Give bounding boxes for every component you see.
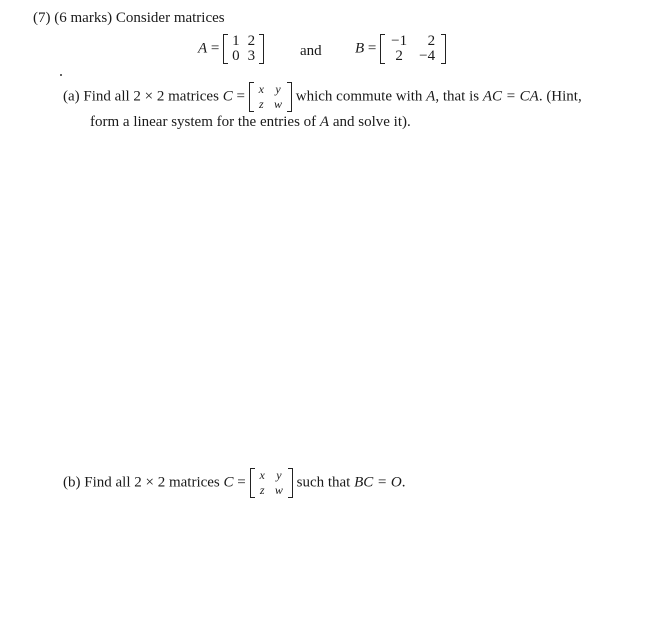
matrix-b-cell: 2 [395, 48, 403, 64]
equals-sign: = [237, 474, 246, 491]
matrix-c-label: C [222, 88, 233, 105]
var-a: A [319, 114, 330, 130]
matrix-a-cell: 1 [232, 33, 240, 49]
part-b-text: Find all 2 × 2 matrices [84, 474, 220, 491]
left-bracket [249, 82, 254, 112]
left-bracket [380, 34, 385, 64]
part-b-line [63, 468, 405, 498]
right-bracket [441, 34, 446, 64]
matrix-b [380, 34, 446, 64]
equals-sign: = [236, 88, 245, 105]
left-bracket [223, 34, 228, 64]
part-a-text: . (Hint, [538, 88, 582, 105]
matrix-b-cell: 2 [427, 33, 436, 49]
matrix-c-cell: x [258, 82, 264, 96]
matrix-b-cell: −4 [419, 48, 436, 64]
right-bracket [288, 468, 293, 498]
matrix-c-cell: w [274, 483, 283, 497]
matrix-c [250, 468, 293, 498]
part-b-label: (b) [63, 474, 81, 491]
right-bracket [259, 34, 264, 64]
matrix-b-cell: −1 [391, 33, 408, 49]
matrix-c [249, 82, 292, 112]
part-a-label: (a) [63, 88, 80, 105]
part-a-line-2 [90, 114, 411, 131]
part-a-hint-text: form a linear system for the entries of [90, 114, 317, 130]
matrix-a-cell: 3 [247, 48, 256, 64]
right-bracket [287, 82, 292, 112]
matrix-a-label: A [198, 40, 208, 57]
problem-number: (7) [33, 10, 51, 26]
matrix-a-cell: 0 [232, 48, 240, 64]
matrix-b-label: B [355, 40, 365, 57]
commute-equation: AC = CA [482, 88, 539, 105]
matrix-c-cell: y [276, 468, 282, 482]
connector-and: and [300, 43, 322, 59]
part-a-text: which commute with [295, 88, 423, 105]
part-a-text: Find all 2 × 2 matrices [83, 88, 219, 105]
left-bracket [250, 468, 255, 498]
matrix-a-definition [198, 34, 264, 64]
zero-equation: BC = O [354, 474, 402, 491]
matrix-c-cell: z [259, 97, 264, 111]
part-a-text: , that is [435, 88, 480, 105]
part-b-text: such that [296, 474, 351, 491]
var-a: A [426, 88, 436, 105]
part-b-text: . [401, 474, 406, 491]
problem-header [33, 10, 225, 27]
matrix-c-cell: w [274, 97, 283, 111]
matrix-c-cell: y [275, 82, 281, 96]
problem-marks: (6 marks) [54, 10, 113, 26]
part-a-hint-text: and solve it). [332, 114, 411, 130]
matrix-c-label: C [223, 474, 234, 491]
equals-sign: = [210, 40, 220, 57]
problem-intro: Consider matrices [115, 10, 225, 26]
matrix-c-cell: z [259, 483, 265, 497]
stray-dot [60, 74, 62, 76]
matrix-a [223, 34, 264, 64]
part-a-line-1 [63, 82, 582, 112]
matrix-b-definition [355, 34, 446, 64]
equals-sign: = [367, 40, 377, 57]
matrix-a-cell: 2 [247, 33, 256, 49]
matrix-c-cell: x [259, 468, 265, 482]
